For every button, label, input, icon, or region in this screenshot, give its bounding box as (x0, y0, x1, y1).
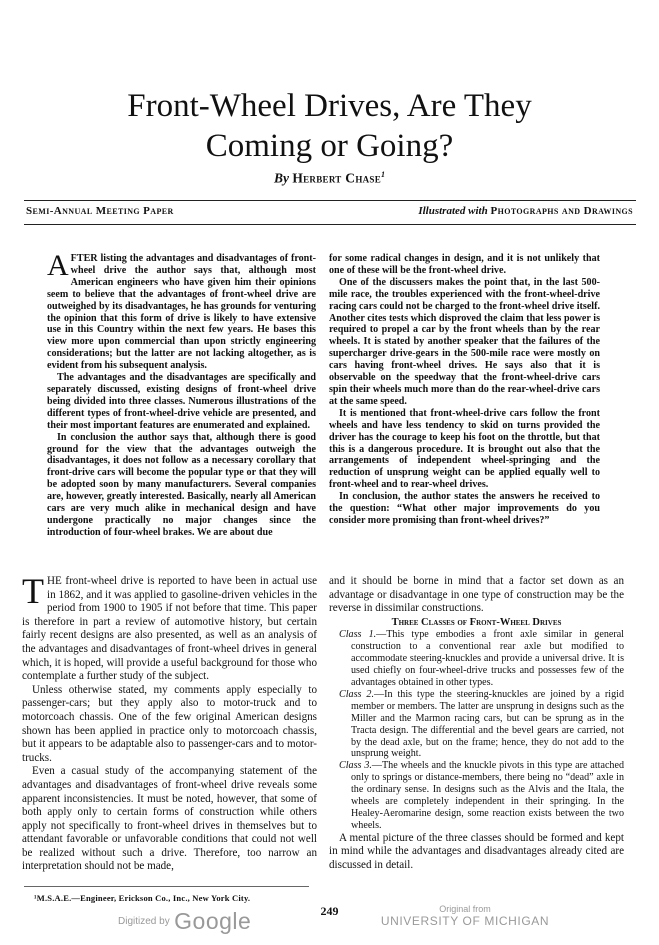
header-rule-bottom (24, 224, 636, 225)
illustration-note: Illustrated with Photographs and Drawings (418, 205, 633, 217)
author-name: Herbert Chase (292, 170, 382, 186)
author-footnote-mark: 1 (381, 170, 386, 179)
abstract-paragraph: In conclusion the author says that, although there is good ground for the view that the advantages outweigh the disadvantages, it does not follow as a necessary corollary that front-drive cars will become the popular type or that they will be adopted soon by many manufacturers. Several companies are, however, greatly interested. Basically, nearly all American cars are very much alike in mechanical design and have undergone practically no major changes since the introduction of four-wheel brakes. We are about due (47, 431, 316, 538)
body-paragraph: A mental picture of the three classes should be formed and kept in mind while the advantages and disadvantages already cited are discussed in detail. (329, 831, 624, 871)
abstract-paragraph: AFTER listing the advantages and disadvantages of front-wheel drive the author says that, although most American engineers who have given him their opinions seem to believe that the advantages of front-wheel drive are outweighed by its disadvantages, he has grounds for venturing the opinion that this form of drive is likely to have extensive use in this Country within the next few years. He bases this view more upon commercial than upon strictly engineering considerations; but the latter are not lacking altogether, as is evident from his subsequent analysis. (47, 249, 316, 372)
google-logo: Google (174, 908, 252, 934)
abstract-left-column (47, 249, 316, 539)
abstract-right-column (329, 253, 600, 527)
body-dropcap: T (22, 571, 44, 611)
body-paragraph: THE front-wheel drive is reported to have been in actual use in 1862, and it was applied to gasoline-driven vehicles in the period from 1900 to 1905 if not before that time. This paper is therefore in part a review of automotive history, but certain fairly recent designs are also presented, as well as an analysis of the advantages and disadvantages of front-wheel drives in general which, it is hoped, will provide a useful background for those who contemplate a further study of the subject. (22, 571, 317, 683)
abstract-paragraph: One of the discussers makes the point that, in the last 500-mile race, the troubles experienced with the front-wheel-drive racing cars could not be charged to the front-wheel drive itself. Another cites tests which disproved the claim that less power is required to propel a car by the front wheels than by the rear wheels. It is stated by another speaker that the failures of the supercharger drive-gears in the 500-mile race were mostly on cars having front-wheel drives. He says also that it is observable on the speedway that the front-wheel-drive cars spin their wheels much more than do the rear-wheel-drive cars at the same speed. (329, 276, 600, 407)
digitized-by-google-watermark: $^{Digitized by}$ Google (118, 908, 252, 934)
byline: By Herbert Chase$^1$ (273, 170, 386, 186)
abstract-dropcap: A (47, 249, 69, 282)
article-title: Front-Wheel Drives, Are They Coming or Going? (127, 88, 532, 164)
class-description: Class 1.—This type embodies a front axle similar in general construction to a conventional rear axle but modified to accommodate steering-knuckles and provide a universal drive. It is used chiefly on four-wheel-drive trucks and possesses few of the advantages obtained in other types. (339, 629, 624, 688)
abstract-paragraph: It is mentioned that front-wheel-drive cars follow the front wheels and have less tendency to skid on turns provided the driver has the courage to keep his foot on the throttle, but that this is a dangerous procedure. It is brought out also that the arrangements of independent wheel-springing and the reduction of unsprung weight can be applied equally well to front-wheel and to rear-wheel drives. (329, 407, 600, 491)
original-from-watermark: Original from UNIVERSITY OF MICHIGAN (380, 904, 550, 928)
abstract-paragraph: In conclusion, the author states the answers he received to the question: “What other major improvements do you consider more promising than front-wheel drives?” (329, 491, 600, 526)
footnote: ¹M.S.A.E.—Engineer, Erickson Co., Inc., New York City. (34, 893, 251, 903)
body-paragraph: and it should be borne in mind that a factor set down as an advantage or disadvantage in one type of construction may be the reverse in dissimilar constructions. (329, 575, 624, 615)
body-right-column (329, 575, 624, 873)
class-description: Class 3.—The wheels and the knuckle pivots in this type are attached only to springs or distance-members, there being no “dead” axle in the ordinary sense. In designs such as the Alvis and the Itala, the wheels are completely independent in their springing. In the Healey-Aeromarine design, some reaction exists between the two wheels. (339, 760, 624, 831)
section-subheading: Three Classes of Front-Wheel Drives (391, 616, 562, 628)
abstract-paragraph: The advantages and the disadvantages are specifically and separately discussed, existing designs of front-wheel drive being divided into three classes. Numerous illustrations of the different types of front-wheel-drive vehicle are presented, and their most important features are enumerated and explained. (47, 372, 316, 431)
university-name: UNIVERSITY OF MICHIGAN (380, 914, 550, 928)
class-description: Class 2.—In this type the steering-knuckles are joined by a rigid member or members. The latter are unsprung in designs such as the Miller and the Marmon racing cars, but can be sprung as in the Tracta design. The differential and the bevel gears are carried, not by the dead axle, but on the frame; hence, they do not add to the unsprung weight. (339, 688, 624, 760)
body-left-column (22, 571, 317, 874)
abstract-paragraph: for some radical changes in design, and it is not unlikely that one of these will be the front-wheel drive. (329, 253, 600, 276)
header-rule-top (24, 200, 636, 201)
page-number: 249 (320, 904, 339, 918)
section-label: Semi-Annual Meeting Paper (26, 205, 174, 217)
footnote-rule (24, 886, 309, 887)
body-paragraph: Even a casual study of the accompanying statement of the advantages and disadvantages of front-wheel drive reveals some apparent inconsistencies. It must be noted, however, that some of both apply only to certain forms of construction while others apply not specifically to front-wheel drives in themselves but to attendant favorable or unfavorable conditions that could not well be realized without such a drive. Therefore, too narrow an interpretation should not be made, (22, 765, 317, 873)
body-paragraph: Unless otherwise stated, my comments apply especially to passenger-cars; but they apply also to motor-truck and to motorcoach chassis. One of the few original American designs shown has been applied in practice only to motorcoach chassis, but it appears to be adaptable also to passenger-cars and to motor-trucks. (22, 683, 317, 764)
